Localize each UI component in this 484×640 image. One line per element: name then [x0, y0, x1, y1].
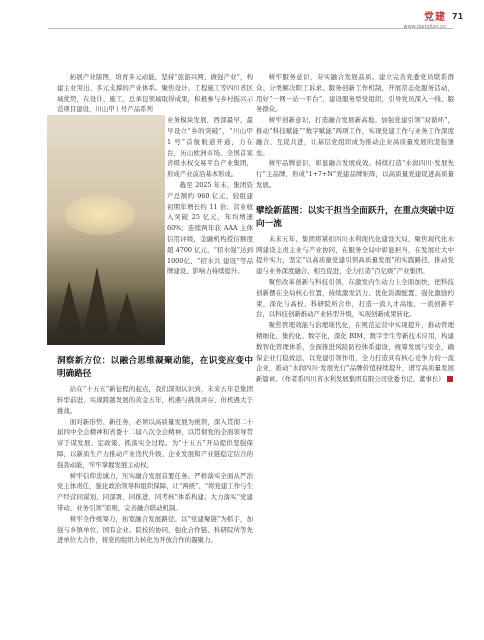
- article-end-mark: [447, 376, 453, 382]
- left-paragraph-3: 面对新形势、新任务，必须以高质量发展为统领，深入贯彻二十届四中全会精神和省委十二届八次全会精神，以贯彻党的全面领导贯穿于谋发展、定政策、抓落实全过程。为“十五五”开局提供坚强保障，以新质生产力推动产业迭代升级、企业发展和产业链稳定结合的强劲动能，牢牢掌握发展主动权。: [57, 417, 253, 469]
- right-paragraph-1: 树牢服务意识，夯实融合发展品质。建立完善党委党员联系群众、分类解决职工诉求、服务创新工作机制，开展常态化服务活动，用好“一网一站一平台”，建设服务型党组织，引导党员深入一线、服务群众。: [256, 73, 454, 114]
- section-heading-right: 擘绘新蓝图：以实干担当全面跃升，在重点突破中迈向一流: [256, 205, 454, 229]
- logo-text: 党建: [424, 12, 446, 23]
- left-paragraph-2: 站在“十五五”新征程的起点，我们深刻认识到，未来五年是集团转型前进、实现跨越发展的黄金五年，机遇与挑战并存、但机遇大于挑战。: [57, 385, 253, 415]
- photo-block: [57, 115, 253, 351]
- landscape-photo: [47, 115, 165, 345]
- photo-side-text: [167, 115, 253, 277]
- right-paragraph-5: 聚焦改革创新与科技引领，在激发内生动力上全面加快，把科技创新摆在全局核心位置，持续激发活力、优化资源配置、强化激励约束，深化与高校、科研院所合作，打造一流人才高地、一流创新平台，以科技创新推动产业转型升级，实现创新成果转化。: [256, 277, 454, 319]
- photo-side-paragraph-b: 截至 2025 年末，集团资产总额约 960 亿元，较组建初期年增长约 11 倍；营业收入突破 25 亿元，年均增速 60%；连续两年获 AAA 主体信用评级，金融机构授信额度超 4700 亿元，“招水强”达到1000亿、“招水共 建设”等品牌建设、影响力持续提升。: [167, 180, 253, 276]
- left-paragraph-1: 拓展产业版图，培育多元动能，坚持“旅游兴网、做强产业”，构建主业突出、多元支撑的产业体系。聚焦设计、工程施工等四川省区域优势，在设计、施工、总承包领域取得成果，积极参与乡村振兴示范项目建设，川山甲丨号产品系列: [57, 73, 253, 114]
- right-paragraph-2: 树牢创新意识，打造融合发展新高地。加强党建引领“双循环”，推动“科技赋能”“数字赋能”两项工作，实现党建工作与业务工作深度融合、互促共进，让基层党组织成为推动企业高质量发展的坚强堡垒。: [256, 116, 454, 157]
- right-paragraph-6: [256, 320, 454, 385]
- right-column: [256, 72, 454, 385]
- section-heading-left: 洞察新方位：以融合思维凝聚动能，在识变应变中明确路径: [57, 356, 253, 380]
- logo-url: www.dangjian.cn: [403, 24, 446, 30]
- right-paragraph-6-text: 聚焦管理效能与治理现代化，在规范运营中实现提升，推动管理精细化、集约化、数字化，深化 BIM、数字孪生等新技术应用，构建数智化管理体系，全面推进风险防控体系建设，统筹发展与安全，确保企业行稳致远，以党建引领作用，全力打造具有核心竞争力的一流企业，推动“水润四川·发展先行”品牌价值持续提升，谱写高质量发展新篇章。（作者系四川省水利发展集团有限公司党委书记、董事长）: [256, 321, 454, 384]
- left-paragraph-5: 树牢全作统筹力，拓宽融合发展路径。以“党建聚链”为抓手，加强与乡镇单位、国有企业、院校的协同，强化合作链、科研院所等先进单位大合作，将党的组织力转化为开放合作的凝聚力。: [57, 514, 253, 545]
- photo-side-paragraph-a: 业务模块发展，西部最早、最早设立“乡的突破”，“川山甲 1 号”首航航道开通，力在台，历山欧洲市场。全国首家省级水权交易平台产业集团，形成产业前沿基本形成。: [167, 116, 253, 179]
- header-divider: [48, 28, 453, 29]
- left-paragraph-4: 树牢信仰忠诚力，压实融合发展首要任务。严格落实全面从严治党主体责任，强化政治领导和组织保障，让“两统”、“将党建工作与生产经营同谋划、同部署、同推进、同考核”体系构建；大力落实“党建带动、业务引领”原则，完善融合联动机制。: [57, 471, 253, 512]
- left-column: [57, 72, 253, 546]
- page-number: 71: [452, 12, 464, 21]
- publication-logo: [376, 8, 446, 30]
- right-paragraph-3: 树牢品牌意识，彰显融合发展成效。持续打造“水润四川·发展先行”主品牌，形成“1+7+N”党建品牌矩阵，以高质量党建促进高质量发展。: [256, 159, 454, 189]
- right-paragraph-4: 未来五年，集团将紧扣四川水利现代化建设大局，聚焦现代化水网建设主责主业与产业协同，在服务全局中彰显担当，在发展壮大中提升实力，坚定“以高质量党建引领高质量发展”的实践路径，推动党建与业务深度融合、相互促进，全力打造“百亿级”产业集团。: [256, 234, 454, 276]
